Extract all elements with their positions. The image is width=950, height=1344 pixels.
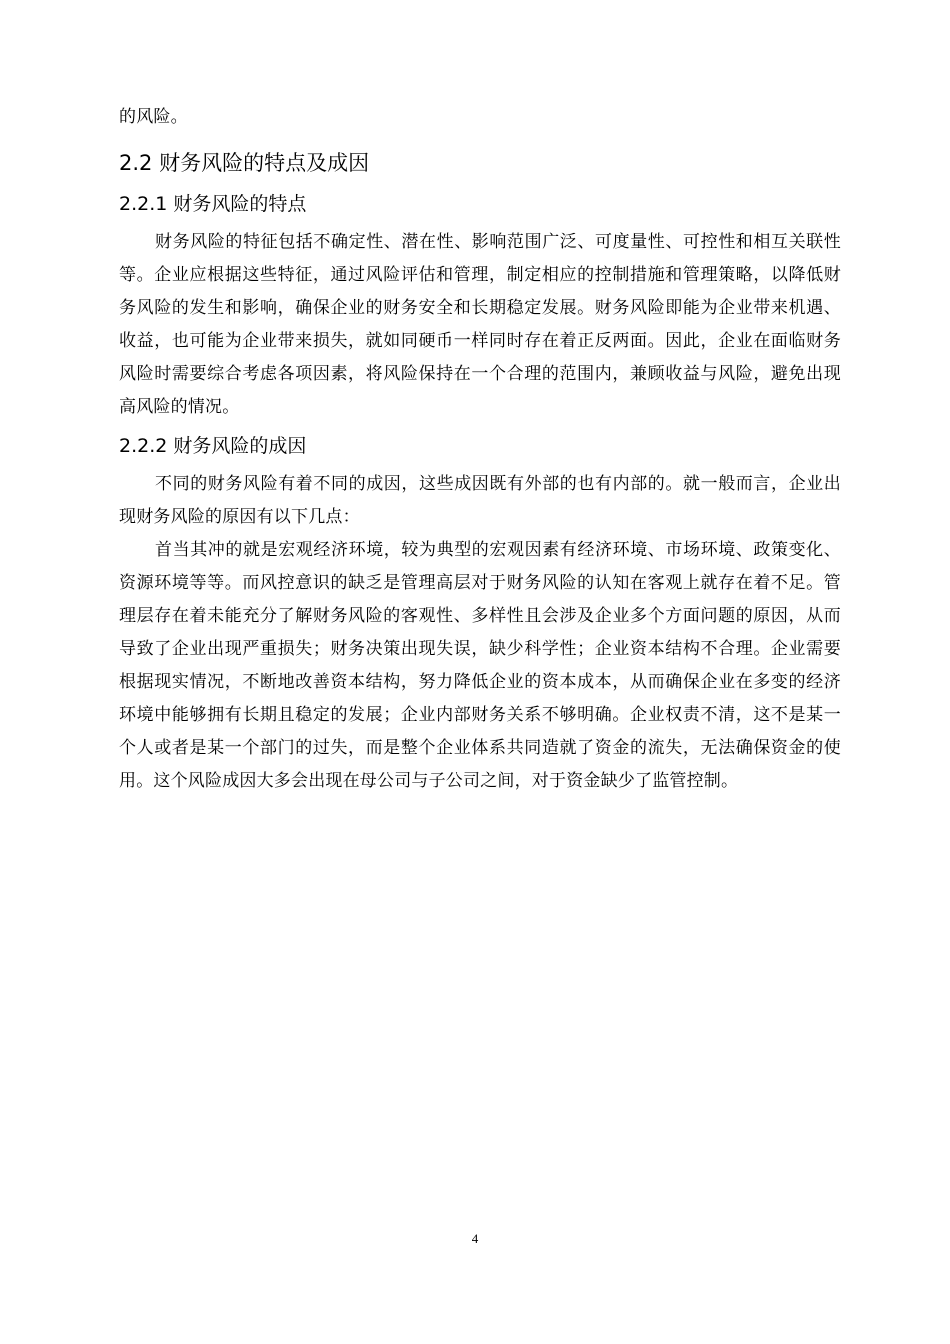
page-content: [119, 101, 841, 798]
continuation-text: 的风险。: [119, 107, 188, 127]
characteristics-paragraph: 财务风险的特征包括不确定性、潜在性、影响范围广泛、可度量性、可控性和相互关联性等。企业应根据这些特征，通过风险评估和管理，制定相应的控制措施和管理策略，以降低财务风险的发生和影响，确保企业的财务安全和长期稳定发展。财务风险即能为企业带来机遇、收益，也可能为企业带来损失，就如同硬币一样同时存在着正反两面。因此，企业在面临财务风险时需要综合考虑各项因素，将风险保持在一个合理的范围内，兼顾收益与风险，避免出现高风险的情况。: [119, 232, 841, 417]
subsection-heading-causes: 2.2.2 财务风险的成因: [119, 435, 307, 457]
section-heading: 2.2 财务风险的特点及成因: [119, 151, 370, 175]
page-number: 4: [471, 1231, 479, 1246]
causes-intro-paragraph: 不同的财务风险有着不同的成因，这些成因既有外部的也有内部的。就一般而言，企业出现财务风险的原因有以下几点：: [119, 474, 841, 527]
subsection-heading-characteristics: 2.2.1 财务风险的特点: [119, 193, 307, 215]
causes-detail-paragraph: 首当其冲的就是宏观经济环境，较为典型的宏观因素有经济环境、市场环境、政策变化、资源环境等等。而风控意识的缺乏是管理高层对于财务风险的认知在客观上就存在着不足。管理层存在着未能充分了解财务风险的客观性、多样性且会涉及企业多个方面问题的原因，从而导致了企业出现严重损失；财务决策出现失误，缺少科学性；企业资本结构不合理。企业需要根据现实情况，不断地改善资本结构，努力降低企业的资本成本，从而确保企业在多变的经济环境中能够拥有长期且稳定的发展；企业内部财务关系不够明确。企业权责不清，这不是某一个人或者是某一个部门的过失，而是整个企业体系共同造就了资金的流失，无法确保资金的使用。这个风险成因大多会出现在母公司与子公司之间，对于资金缺少了监管控制。: [119, 540, 841, 791]
